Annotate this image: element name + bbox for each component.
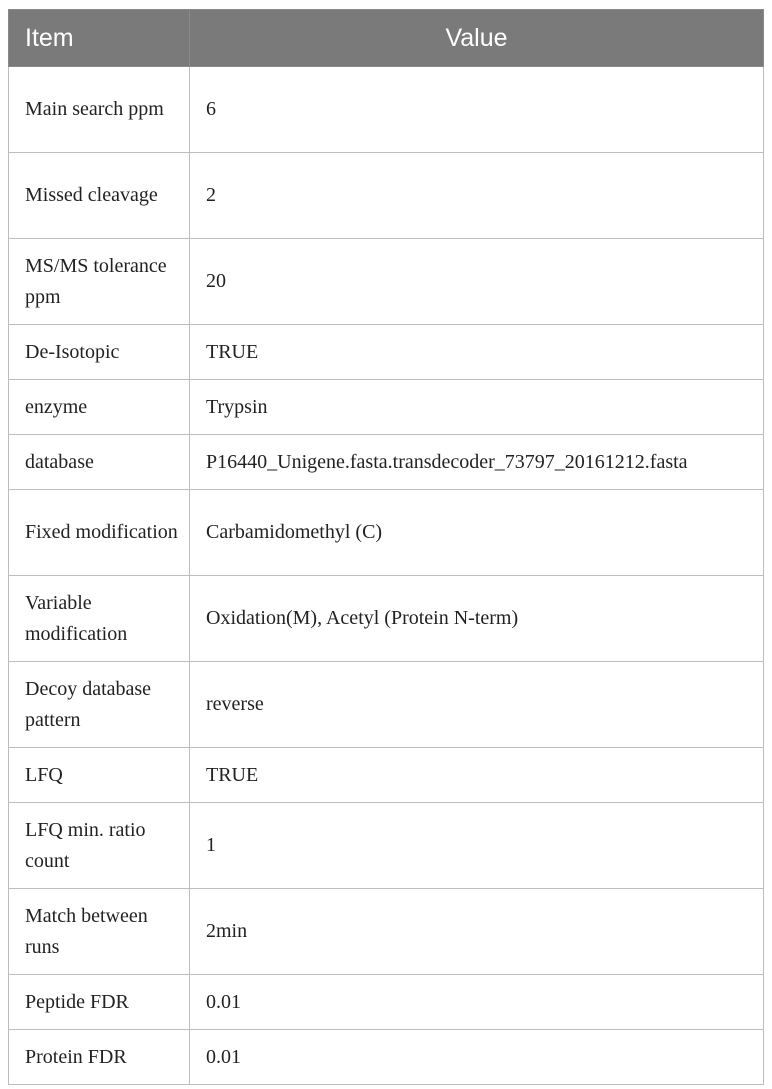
item-cell: Missed cleavage bbox=[9, 153, 190, 239]
table-row bbox=[9, 325, 764, 380]
value-cell: TRUE bbox=[190, 748, 764, 803]
item-cell: LFQ bbox=[9, 748, 190, 803]
table-row bbox=[9, 435, 764, 490]
value-cell: 20 bbox=[190, 239, 764, 325]
header-row bbox=[9, 10, 764, 67]
value-cell: 0.01 bbox=[190, 975, 764, 1030]
value-cell: Carbamidomethyl (C) bbox=[190, 490, 764, 576]
header-value: Value bbox=[190, 10, 764, 67]
table-row bbox=[9, 803, 764, 889]
value-cell: Trypsin bbox=[190, 380, 764, 435]
table-row bbox=[9, 748, 764, 803]
value-cell: Oxidation(M), Acetyl (Protein N-term) bbox=[190, 576, 764, 662]
parameter-table bbox=[8, 9, 764, 1085]
table-row bbox=[9, 975, 764, 1030]
table-row bbox=[9, 67, 764, 153]
item-cell: De-Isotopic bbox=[9, 325, 190, 380]
table-row bbox=[9, 576, 764, 662]
table-header bbox=[9, 10, 764, 67]
item-cell: Variable modification bbox=[9, 576, 190, 662]
value-cell: 2min bbox=[190, 889, 764, 975]
item-cell: Match between runs bbox=[9, 889, 190, 975]
item-cell: enzyme bbox=[9, 380, 190, 435]
table-row bbox=[9, 889, 764, 975]
header-item: Item bbox=[9, 10, 190, 67]
item-cell: Main search ppm bbox=[9, 67, 190, 153]
value-cell: 2 bbox=[190, 153, 764, 239]
value-cell: TRUE bbox=[190, 325, 764, 380]
value-cell: 0.01 bbox=[190, 1030, 764, 1085]
table-body bbox=[9, 67, 764, 1085]
item-cell: Fixed modification bbox=[9, 490, 190, 576]
item-cell: Decoy database pattern bbox=[9, 662, 190, 748]
value-cell: P16440_Unigene.fasta.transdecoder_73797_20161212.fasta bbox=[190, 435, 764, 490]
item-cell: database bbox=[9, 435, 190, 490]
value-cell: reverse bbox=[190, 662, 764, 748]
item-cell: MS/MS tolerance ppm bbox=[9, 239, 190, 325]
item-cell: Protein FDR bbox=[9, 1030, 190, 1085]
table-row bbox=[9, 1030, 764, 1085]
table-row bbox=[9, 239, 764, 325]
table-row bbox=[9, 662, 764, 748]
parameter-table-container bbox=[8, 9, 763, 1085]
item-cell: LFQ min. ratio count bbox=[9, 803, 190, 889]
value-cell: 6 bbox=[190, 67, 764, 153]
table-row bbox=[9, 153, 764, 239]
item-cell: Peptide FDR bbox=[9, 975, 190, 1030]
table-row bbox=[9, 380, 764, 435]
value-cell: 1 bbox=[190, 803, 764, 889]
table-row bbox=[9, 490, 764, 576]
